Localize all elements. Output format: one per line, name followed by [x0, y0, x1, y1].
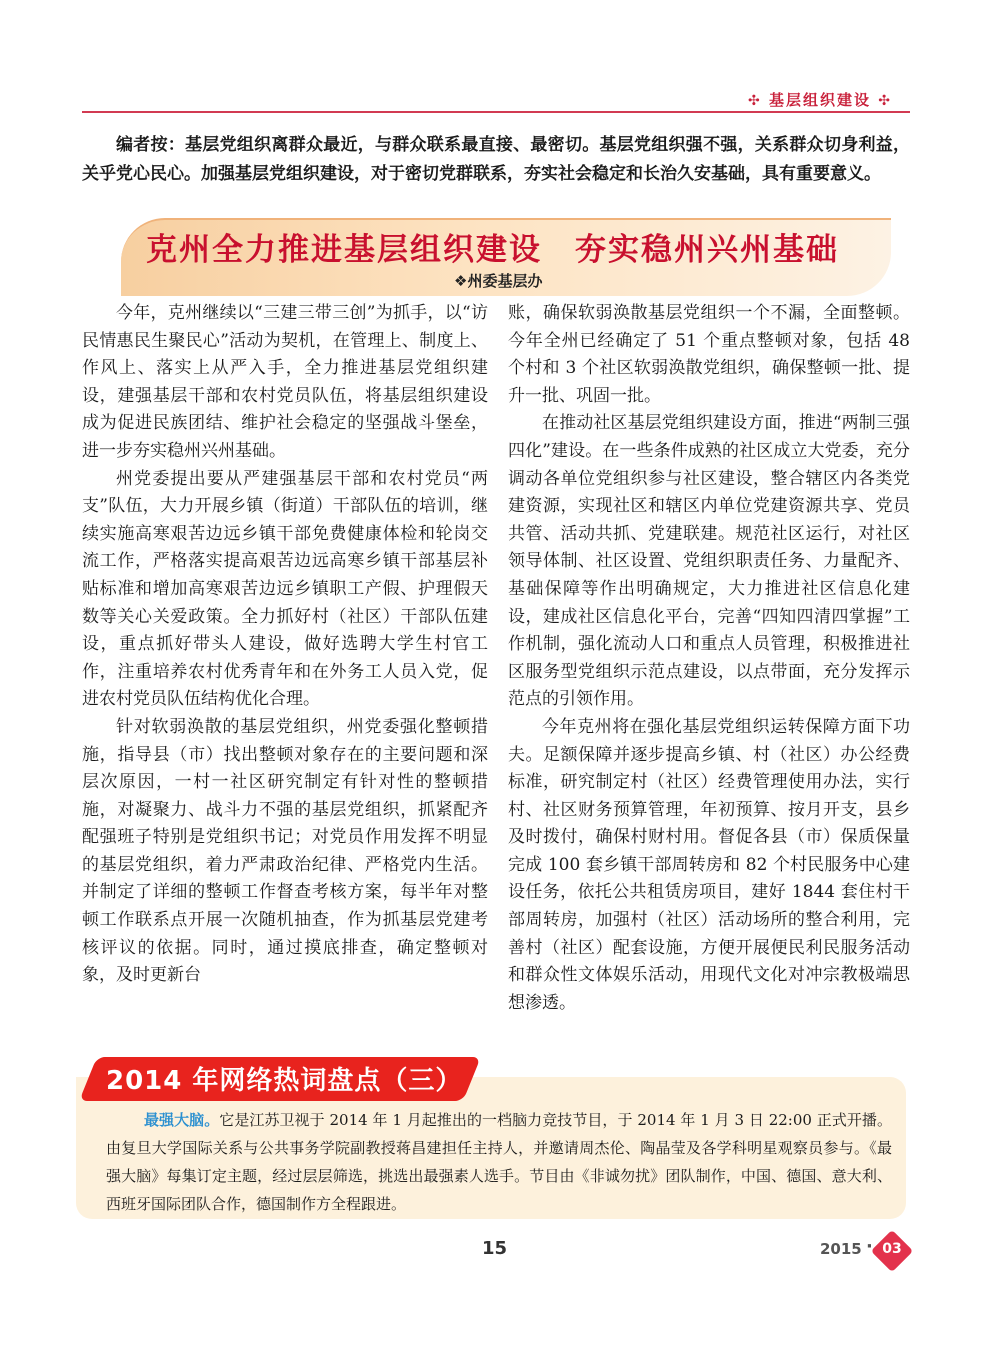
section-tag-label: 基层组织建设	[769, 91, 872, 109]
article-paragraph: 账，确保软弱涣散基层党组织一个不漏，全面整顿。今年全州已经确定了 51 个重点整顿对象，包括 48 个村和 3 个社区软弱涣散党组织，确保整顿一批、提升一批、巩固一批。	[508, 303, 910, 406]
issue-separator: ·	[866, 1236, 873, 1257]
article-column-left	[82, 300, 488, 990]
hot-words-title: 2014 年网络热词盘点（三）	[106, 1066, 463, 1096]
editor-note	[82, 131, 910, 189]
article-paragraph: 在推动社区基层党组织建设方面，推进“两制三强四化”建设。在一些条件成熟的社区成立大党委，充分调动各单位党组织参与社区建设，整合辖区内各类党建资源，实现社区和辖区内单位党建资源共享、党员共管、活动共抓、党建联建。规范社区运行，对社区领导体制、社区设置、党组织职责任务、力量配齐、基础保障等作出明确规定，大力推进社区信息化建设，建成社区信息化平台，完善“四知四清四掌握”工作机制，强化流动人口和重点人员管理，积极推进社区服务型党组织示范点建设，以点带面，充分发挥示范点的引领作用。	[508, 413, 910, 710]
article-byline: ❖州委基层办	[454, 272, 543, 290]
editor-note-label: 编者按：	[116, 135, 186, 155]
editor-note-text: 基层党组织离群众最近，与群众联系最直接、最密切。基层党组织强不强，关系群众切身利益，关乎党心民心。加强基层党组织建设，对于密切党群联系，夯实社会稳定和长治久安基础，具有重要意义。	[82, 135, 911, 184]
ornament-left-icon: ✣	[748, 93, 762, 109]
issue-year: 2015	[820, 1240, 862, 1258]
hot-word-term: 最强大脑。	[144, 1111, 220, 1129]
hot-word-description: 它是江苏卫视于 2014 年 1 月起推出的一档脑力竞技节目，于 2014 年 1 月 3 日 22:00 正式开播。由复旦大学国际关系与公共事务学院副教授蒋昌建担任主持人，并邀请周杰伦、陶晶莹及各学科明星观察员参与。《最强大脑》每集订定主题，经过层层筛选，挑选出最强素人选手。节目由《非诚勿扰》团队制作，中国、德国、意大利、西班牙国际团队合作，德国制作方全程跟进。	[106, 1111, 892, 1213]
article-paragraph: 今年，克州继续以“三建三带三创”为抓手，以“访民情惠民生聚民心”活动为契机，在管理上、制度上、作风上、落实上从严入手，全力推进基层党组织建设，建强基层干部和农村党员队伍，将基层组织建设成为促进民族团结、维护社会稳定的坚强战斗堡垒，进一步夯实稳州兴州基础。	[82, 303, 488, 461]
header-rule	[82, 111, 910, 113]
article-title: 克州全力推进基层组织建设 夯实稳州兴州基础	[146, 232, 839, 268]
issue-number: 03	[882, 1241, 902, 1257]
hot-words-entry	[106, 1106, 892, 1218]
article-column-right	[508, 300, 910, 1017]
article-paragraph: 州党委提出要从严建强基层干部和农村党员“两支”队伍，大力开展乡镇（街道）干部队伍的培训，继续实施高寒艰苦边远乡镇干部免费健康体检和轮岗交流工作，严格落实提高艰苦边远高寒乡镇干部基层补贴标准和增加高寒艰苦边远乡镇职工产假、护理假天数等关心关爱政策。全力抓好村（社区）干部队伍建设，重点抓好带头人建设，做好选聘大学生村官工作，注重培养农村优秀青年和在外务工人员入党，促进农村党员队伍结构优化合理。	[82, 468, 488, 710]
page-number: 15	[482, 1238, 508, 1259]
ornament-right-icon: ✣	[878, 93, 892, 109]
article-paragraph: 针对软弱涣散的基层党组织，州党委强化整顿措施，指导县（市）找出整顿对象存在的主要问题和深层次原因，一村一社区研究制定有针对性的整顿措施，对凝聚力、战斗力不强的基层党组织，抓紧配齐配强班子特别是党组织书记；对党员作用发挥不明显的基层党组织，着力严肃政治纪律、严格党内生活。并制定了详细的整顿工作督查考核方案，每半年对整顿工作联系点开展一次随机抽查，作为抓基层党建考核评议的依据。同时，通过摸底排查，确定整顿对象，及时更新台	[82, 716, 488, 986]
article-paragraph: 今年克州将在强化基层党组织运转保障方面下功夫。足额保障并逐步提高乡镇、村（社区）办公经费标准，研究制定村（社区）经费管理使用办法，实行村、社区财务预算管理，年初预算、按月开支，县乡及时拨付，确保村财村用。督促各县（市）保质保量完成 100 套乡镇干部周转房和 82 个村民服务中心建设任务，依托公共租赁房项目，建好 1844 套住村干部周转房，加强村（社区）活动场所的整合利用，完善村（社区）配套设施，方便开展便民利民服务活动和群众性文体娱乐活动，用现代文化对冲宗教极端思想渗透。	[508, 716, 910, 1013]
section-tag	[748, 89, 892, 110]
